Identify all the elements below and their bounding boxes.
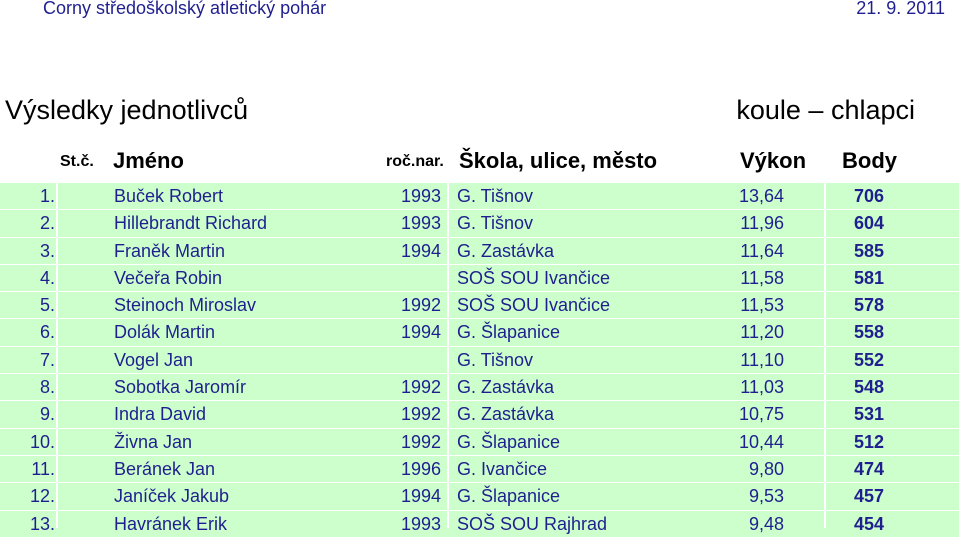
table-row (0, 210, 959, 237)
school: G. Šlapanice (457, 486, 561, 507)
school: G. Šlapanice (457, 322, 561, 343)
row-number: 2. (39, 213, 55, 234)
column-divider (824, 182, 826, 528)
performance: 13,64 (738, 186, 784, 206)
birth-year: 1993 (400, 513, 441, 534)
table-row (0, 374, 959, 401)
column-header-year: roč.nar. (386, 153, 444, 170)
athlete-name: Indra David (114, 404, 207, 425)
birth-year: 1994 (400, 240, 441, 261)
points: 581 (853, 267, 884, 288)
birth-year: 1996 (400, 458, 441, 479)
row-number: 11. (31, 458, 55, 479)
athlete-name: Steinoch Miroslav (114, 295, 257, 316)
points: 474 (853, 458, 884, 479)
athlete-name: Vogel Jan (114, 349, 194, 370)
athlete-name: Sobotka Jaromír (114, 377, 247, 398)
points: 548 (853, 377, 884, 398)
athlete-name: Večeřa Robin (114, 267, 223, 288)
row-number: 8. (39, 377, 55, 398)
points: 604 (853, 213, 884, 234)
school: G. Tišnov (457, 213, 534, 234)
row-number: 10. (29, 431, 55, 452)
performance: 11,03 (740, 377, 784, 398)
performance: 9,53 (748, 486, 784, 507)
school: G. Zastávka (457, 240, 555, 261)
school: G. Zastávka (457, 404, 555, 425)
results-table (0, 182, 959, 538)
birth-year: 1992 (400, 431, 441, 452)
row-number: 3. (39, 240, 55, 261)
table-row (0, 182, 959, 210)
performance: 11,58 (740, 267, 784, 288)
school: G. Zastávka (457, 377, 555, 398)
table-row (0, 265, 959, 292)
points: 706 (853, 186, 884, 206)
birth-year: 1994 (400, 486, 441, 507)
table-row (0, 511, 959, 538)
school: SOŠ SOU Ivančice (457, 267, 611, 288)
points: 457 (853, 486, 884, 507)
row-number: 7. (39, 349, 55, 370)
performance: 10,75 (738, 404, 784, 425)
points: 552 (853, 349, 884, 370)
points: 531 (853, 404, 884, 425)
performance: 11,96 (740, 213, 784, 234)
table-row (0, 456, 959, 483)
section-title: Výsledky jednotlivců (5, 95, 249, 125)
school: G. Ivančice (457, 458, 548, 479)
school: SOŠ SOU Rajhrad (457, 513, 608, 534)
points: 454 (853, 513, 884, 534)
table-row (0, 347, 959, 374)
row-number: 6. (39, 322, 55, 343)
column-header-performance: Výkon (740, 148, 807, 173)
column-header-number: St.č. (60, 153, 94, 170)
table-row (0, 292, 959, 319)
row-number: 12. (29, 486, 55, 507)
points: 558 (853, 322, 884, 343)
column-header-school: Škola, ulice, město (459, 148, 658, 173)
athlete-name: Dolák Martin (114, 322, 216, 343)
athlete-name: Janíček Jakub (114, 486, 230, 507)
athlete-name: Buček Robert (114, 186, 224, 206)
athlete-name: Živna Jan (114, 431, 193, 452)
performance: 11,53 (740, 295, 784, 316)
school: G. Šlapanice (457, 431, 561, 452)
table-row (0, 483, 959, 510)
column-header-points: Body (842, 148, 897, 173)
athlete-name: Franěk Martin (114, 240, 226, 261)
table-row (0, 238, 959, 265)
performance: 11,64 (740, 240, 784, 261)
table-row (0, 319, 959, 346)
athlete-name: Beránek Jan (114, 458, 216, 479)
event-title: koule – chlapci (736, 95, 915, 125)
performance: 11,20 (740, 322, 784, 343)
row-number: 13. (29, 513, 55, 534)
competition-date: 21. 9. 2011 (856, 0, 945, 18)
points: 578 (853, 295, 884, 316)
birth-year: 1992 (400, 404, 441, 425)
birth-year: 1993 (400, 186, 441, 206)
school: G. Tišnov (457, 349, 534, 370)
performance: 9,80 (748, 458, 784, 479)
birth-year: 1992 (400, 295, 441, 316)
school: G. Tišnov (457, 186, 534, 206)
school: SOŠ SOU Ivančice (457, 295, 611, 316)
performance: 9,48 (748, 513, 784, 534)
column-divider (56, 182, 58, 528)
points: 512 (853, 431, 884, 452)
points: 585 (853, 240, 884, 261)
table-row (0, 401, 959, 428)
row-number: 9. (39, 404, 55, 425)
performance: 10,44 (738, 431, 784, 452)
birth-year: 1993 (400, 213, 441, 234)
column-divider (447, 182, 449, 528)
row-number: 4. (39, 267, 55, 288)
athlete-name: Hillebrandt Richard (114, 213, 268, 234)
birth-year: 1992 (400, 377, 441, 398)
row-number: 5. (39, 295, 55, 316)
table-row (0, 429, 959, 456)
birth-year: 1994 (400, 322, 441, 343)
row-number: 1. (39, 186, 55, 206)
column-header-name: Jméno (113, 148, 184, 173)
athlete-name: Havránek Erik (114, 513, 228, 534)
competition-title: Corny středoškolský atletický pohár (43, 0, 327, 18)
performance: 11,10 (740, 349, 784, 370)
